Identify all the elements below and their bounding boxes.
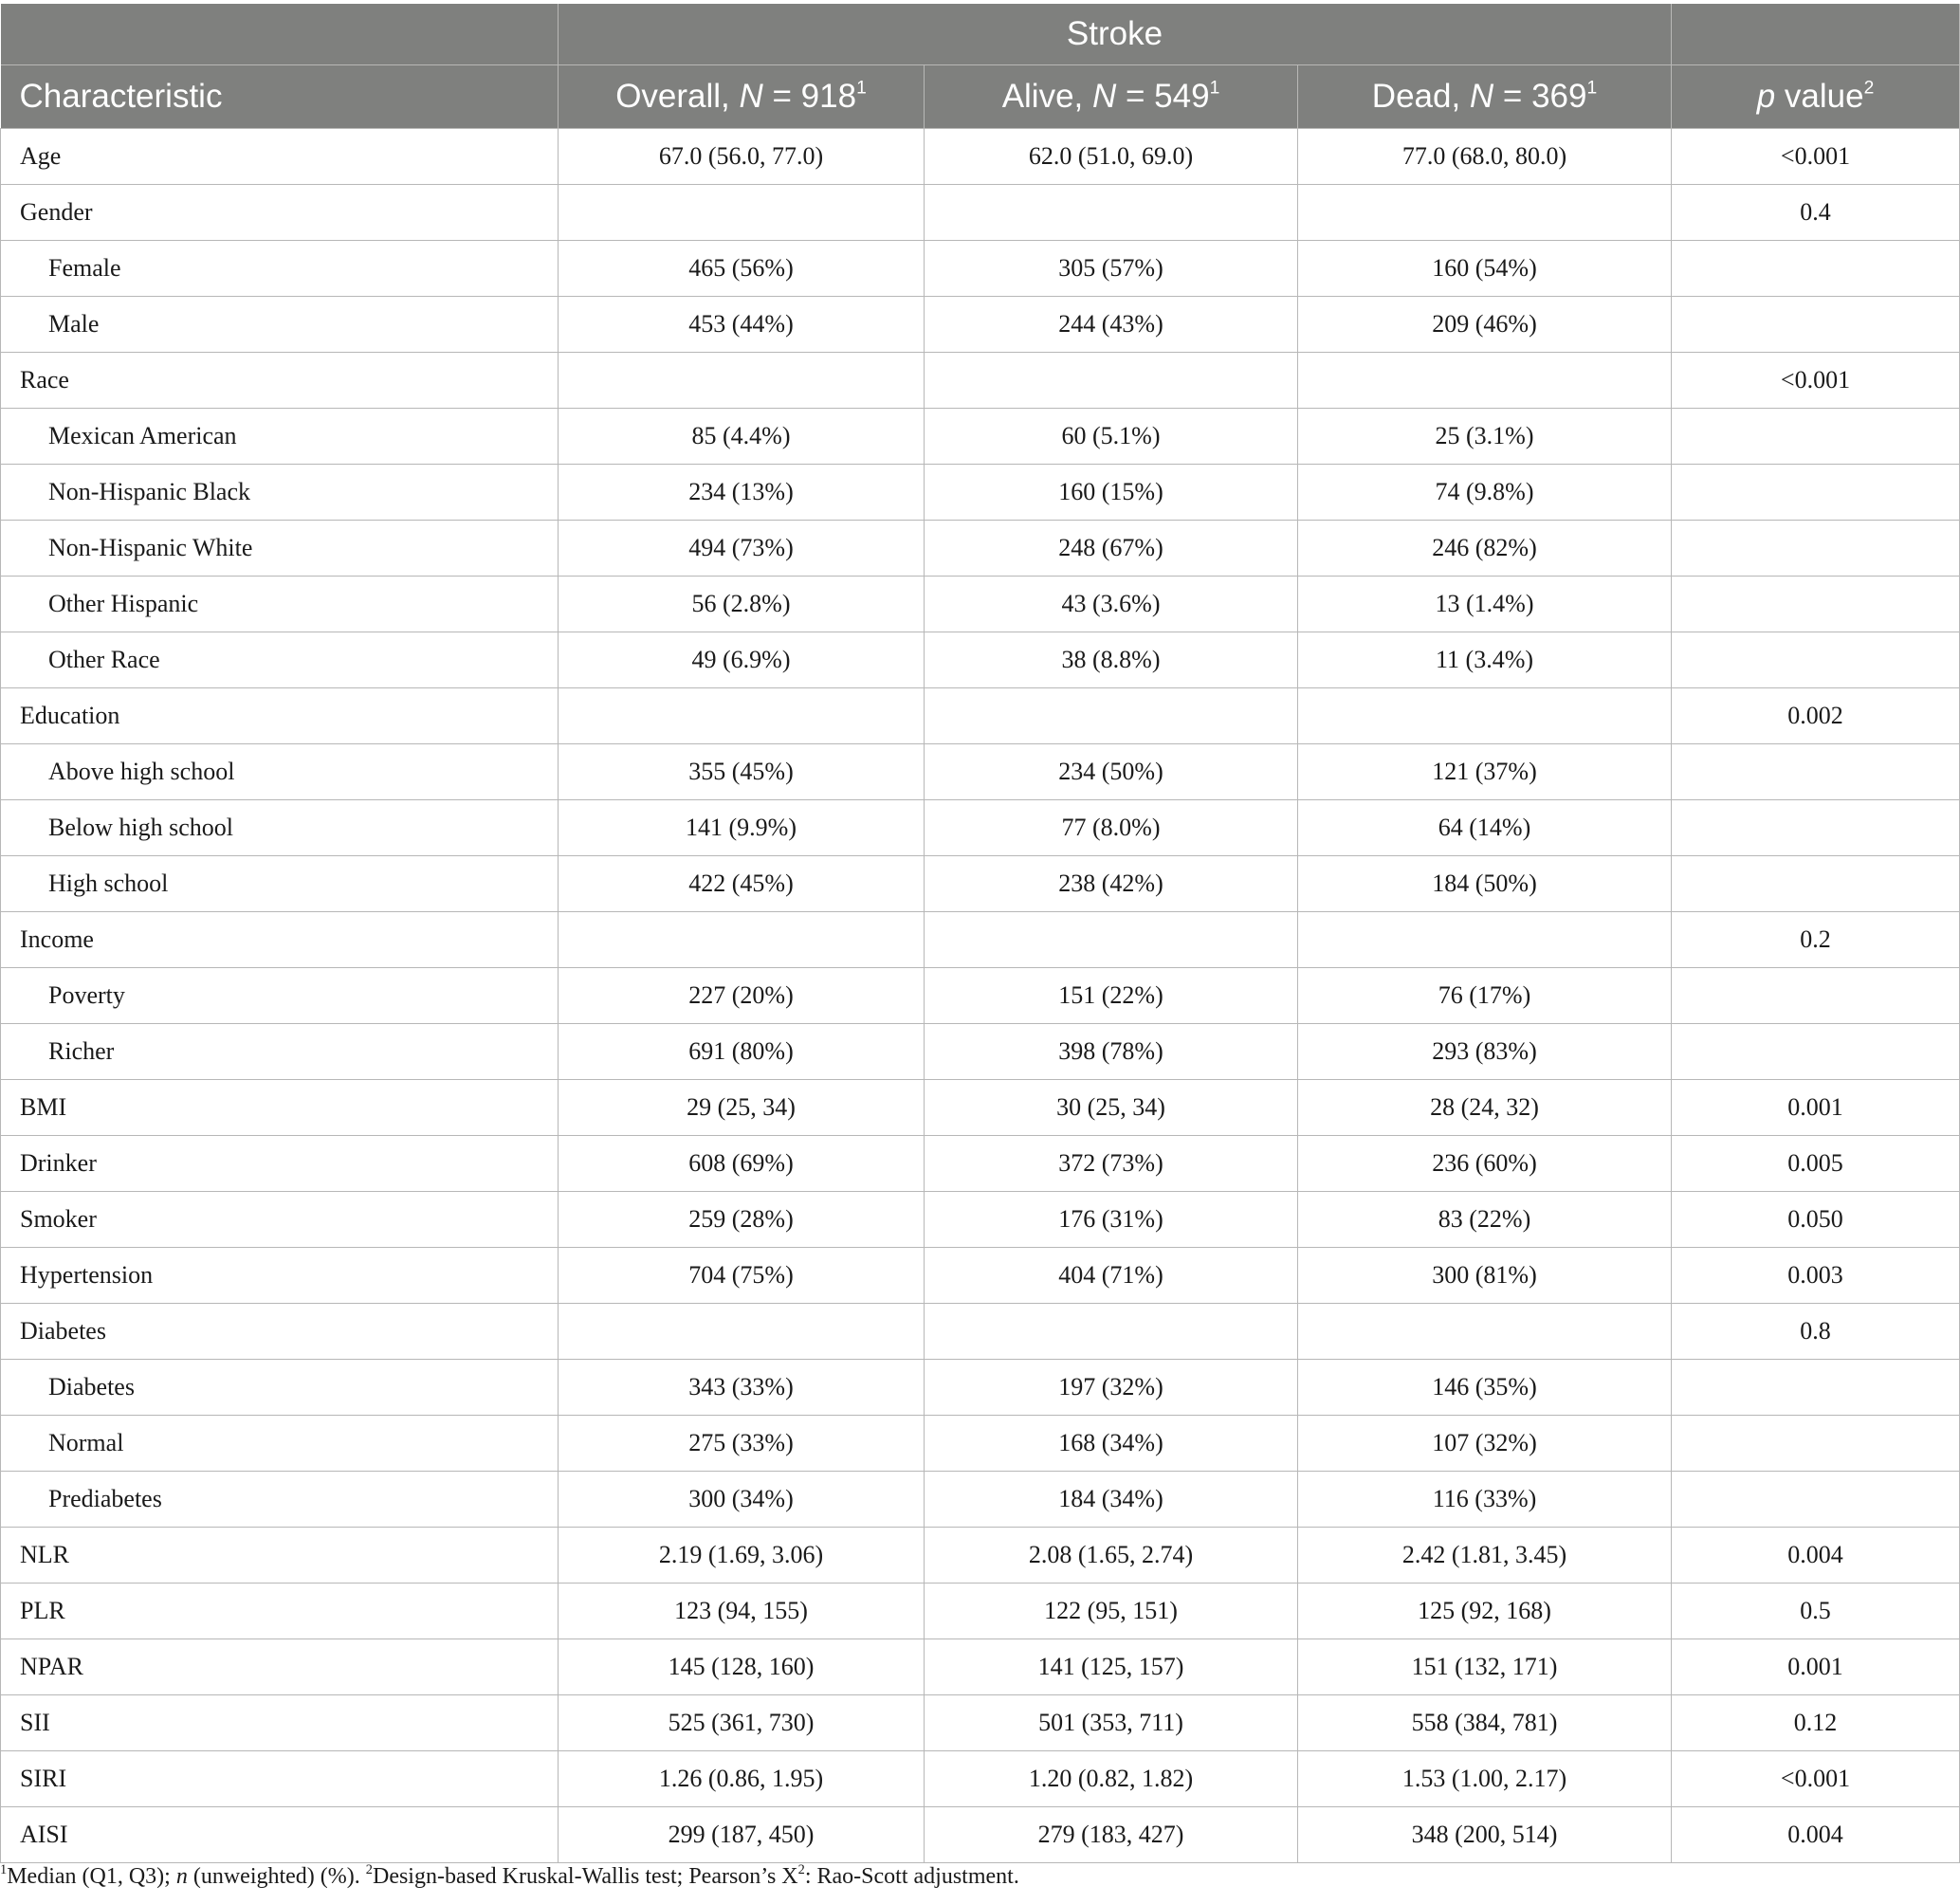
cell-overall: 704 (75%) — [559, 1248, 925, 1304]
row-label: Non-Hispanic Black — [1, 465, 559, 521]
cell-alive: 62.0 (51.0, 69.0) — [925, 129, 1298, 185]
cell-overall: 494 (73%) — [559, 521, 925, 577]
cell-dead: 121 (37%) — [1298, 744, 1672, 800]
cell-p-value: 0.2 — [1672, 912, 1960, 968]
cell-p-value: 0.12 — [1672, 1695, 1960, 1751]
table-row — [1, 968, 1960, 1024]
row-label: Age — [1, 129, 559, 185]
row-label: SII — [1, 1695, 559, 1751]
header-column-row — [1, 65, 1960, 129]
cell-dead — [1298, 912, 1672, 968]
cell-dead: 116 (33%) — [1298, 1472, 1672, 1528]
row-label: Other Hispanic — [1, 577, 559, 632]
table-row — [1, 241, 1960, 297]
row-label: Hypertension — [1, 1248, 559, 1304]
table-row — [1, 632, 1960, 688]
cell-p-value: <0.001 — [1672, 353, 1960, 409]
cell-p-value — [1672, 1472, 1960, 1528]
cell-overall: 67.0 (56.0, 77.0) — [559, 129, 925, 185]
row-label: Smoker — [1, 1192, 559, 1248]
table-row — [1, 1304, 1960, 1360]
table-row — [1, 1416, 1960, 1472]
cell-alive: 1.20 (0.82, 1.82) — [925, 1751, 1298, 1807]
cell-p-value: <0.001 — [1672, 129, 1960, 185]
cell-dead: 25 (3.1%) — [1298, 409, 1672, 465]
cell-alive: 43 (3.6%) — [925, 577, 1298, 632]
row-label: Normal — [1, 1416, 559, 1472]
header-alive: Alive, $N = 549^1$ — [925, 65, 1298, 129]
cell-p-value — [1672, 968, 1960, 1024]
cell-alive: 238 (42%) — [925, 856, 1298, 912]
cell-alive: 279 (183, 427) — [925, 1807, 1298, 1863]
cell-dead — [1298, 1304, 1672, 1360]
cell-p-value — [1672, 577, 1960, 632]
cell-p-value — [1672, 1024, 1960, 1080]
cell-p-value — [1672, 521, 1960, 577]
header-group-stroke — [559, 4, 1672, 65]
table-row — [1, 1751, 1960, 1807]
table-row — [1, 521, 1960, 577]
table-row — [1, 353, 1960, 409]
cell-dead — [1298, 185, 1672, 241]
cell-dead: 293 (83%) — [1298, 1024, 1672, 1080]
row-label: Diabetes — [1, 1304, 559, 1360]
cell-dead: 28 (24, 32) — [1298, 1080, 1672, 1136]
cell-alive: 234 (50%) — [925, 744, 1298, 800]
row-label: Richer — [1, 1024, 559, 1080]
cell-alive — [925, 688, 1298, 744]
table-row — [1, 577, 1960, 632]
table-row — [1, 912, 1960, 968]
cell-overall: 300 (34%) — [559, 1472, 925, 1528]
cell-dead: 146 (35%) — [1298, 1360, 1672, 1416]
cell-overall — [559, 912, 925, 968]
row-label: Other Race — [1, 632, 559, 688]
cell-overall: 355 (45%) — [559, 744, 925, 800]
cell-alive: 197 (32%) — [925, 1360, 1298, 1416]
cell-overall: 145 (128, 160) — [559, 1639, 925, 1695]
cell-overall: 465 (56%) — [559, 241, 925, 297]
cell-alive: 372 (73%) — [925, 1136, 1298, 1192]
cell-alive: 168 (34%) — [925, 1416, 1298, 1472]
cell-alive: 398 (78%) — [925, 1024, 1298, 1080]
cell-alive: 38 (8.8%) — [925, 632, 1298, 688]
cell-alive: 122 (95, 151) — [925, 1584, 1298, 1639]
cell-alive: 160 (15%) — [925, 465, 1298, 521]
cell-p-value: <0.001 — [1672, 1751, 1960, 1807]
cell-dead: 348 (200, 514) — [1298, 1807, 1672, 1863]
cell-dead: 236 (60%) — [1298, 1136, 1672, 1192]
table-row — [1, 297, 1960, 353]
cell-p-value — [1672, 744, 1960, 800]
table-footnote: $^1$Median (Q1, Q3); n (unweighted) (%). $^2$Design-based Kruskal-Wallis test; Pearson’s $X^2$: Rao-Scott adjustment. — [0, 1861, 1019, 1889]
table-row — [1, 856, 1960, 912]
cell-p-value: 0.8 — [1672, 1304, 1960, 1360]
cell-dead: 246 (82%) — [1298, 521, 1672, 577]
table-row — [1, 1136, 1960, 1192]
cell-overall: 234 (13%) — [559, 465, 925, 521]
cell-alive — [925, 353, 1298, 409]
row-label: Mexican American — [1, 409, 559, 465]
cell-overall — [559, 688, 925, 744]
cell-overall: 85 (4.4%) — [559, 409, 925, 465]
cell-dead: 184 (50%) — [1298, 856, 1672, 912]
header-dead: Dead, $N = 369^1$ — [1298, 65, 1672, 129]
characteristics-table — [0, 4, 1960, 1863]
row-label: Drinker — [1, 1136, 559, 1192]
cell-dead — [1298, 688, 1672, 744]
cell-overall: 343 (33%) — [559, 1360, 925, 1416]
cell-overall: 608 (69%) — [559, 1136, 925, 1192]
cell-p-value — [1672, 1416, 1960, 1472]
row-label: Prediabetes — [1, 1472, 559, 1528]
cell-alive — [925, 185, 1298, 241]
cell-overall — [559, 185, 925, 241]
cell-alive — [925, 1304, 1298, 1360]
footnote-mark: 1 — [856, 78, 867, 99]
cell-p-value — [1672, 856, 1960, 912]
row-label: Poverty — [1, 968, 559, 1024]
row-label: NLR — [1, 1528, 559, 1584]
table-row — [1, 129, 1960, 185]
cell-overall — [559, 353, 925, 409]
row-label: Diabetes — [1, 1360, 559, 1416]
cell-overall: 56 (2.8%) — [559, 577, 925, 632]
cell-overall: 525 (361, 730) — [559, 1695, 925, 1751]
header-overall: Overall, $N = 918^1$ — [559, 65, 925, 129]
row-label: Non-Hispanic White — [1, 521, 559, 577]
cell-overall: 275 (33%) — [559, 1416, 925, 1472]
table-row — [1, 1639, 1960, 1695]
row-label: High school — [1, 856, 559, 912]
header-characteristic: Characteristic — [1, 65, 559, 129]
cell-dead: 151 (132, 171) — [1298, 1639, 1672, 1695]
cell-overall: 49 (6.9%) — [559, 632, 925, 688]
table-row — [1, 465, 1960, 521]
row-label: NPAR — [1, 1639, 559, 1695]
cell-alive: 2.08 (1.65, 2.74) — [925, 1528, 1298, 1584]
row-label: BMI — [1, 1080, 559, 1136]
cell-alive: 404 (71%) — [925, 1248, 1298, 1304]
cell-alive: 248 (67%) — [925, 521, 1298, 577]
cell-overall: 123 (94, 155) — [559, 1584, 925, 1639]
row-label: AISI — [1, 1807, 559, 1863]
row-label: Below high school — [1, 800, 559, 856]
table-row — [1, 688, 1960, 744]
cell-alive: 176 (31%) — [925, 1192, 1298, 1248]
footnote-mark: 2 — [1863, 78, 1875, 99]
table-row — [1, 800, 1960, 856]
cell-overall — [559, 1304, 925, 1360]
cell-alive: 60 (5.1%) — [925, 409, 1298, 465]
cell-dead: 160 (54%) — [1298, 241, 1672, 297]
header-blank-left — [1, 4, 559, 65]
cell-alive: 151 (22%) — [925, 968, 1298, 1024]
cell-overall: 1.26 (0.86, 1.95) — [559, 1751, 925, 1807]
cell-overall: 422 (45%) — [559, 856, 925, 912]
group-label: Stroke — [1066, 15, 1163, 52]
table-row — [1, 409, 1960, 465]
cell-alive: 77 (8.0%) — [925, 800, 1298, 856]
cell-dead: 83 (22%) — [1298, 1192, 1672, 1248]
table-row — [1, 1695, 1960, 1751]
table-row — [1, 1024, 1960, 1080]
cell-dead: 1.53 (1.00, 2.17) — [1298, 1751, 1672, 1807]
row-label: Education — [1, 688, 559, 744]
cell-overall: 29 (25, 34) — [559, 1080, 925, 1136]
cell-overall: 227 (20%) — [559, 968, 925, 1024]
row-label: Race — [1, 353, 559, 409]
table-row — [1, 1807, 1960, 1863]
cell-alive — [925, 912, 1298, 968]
cell-overall: 2.19 (1.69, 3.06) — [559, 1528, 925, 1584]
cell-p-value: 0.001 — [1672, 1639, 1960, 1695]
table-row — [1, 1192, 1960, 1248]
cell-dead: 107 (32%) — [1298, 1416, 1672, 1472]
cell-dead: 209 (46%) — [1298, 297, 1672, 353]
cell-p-value — [1672, 800, 1960, 856]
table-row — [1, 1584, 1960, 1639]
cell-alive: 30 (25, 34) — [925, 1080, 1298, 1136]
cell-overall: 259 (28%) — [559, 1192, 925, 1248]
table-row — [1, 1248, 1960, 1304]
cell-dead — [1298, 353, 1672, 409]
row-label: Male — [1, 297, 559, 353]
header-p-value: p value$^2$ — [1672, 65, 1960, 129]
cell-alive: 141 (125, 157) — [925, 1639, 1298, 1695]
row-label: SIRI — [1, 1751, 559, 1807]
cell-alive: 501 (353, 711) — [925, 1695, 1298, 1751]
cell-overall: 299 (187, 450) — [559, 1807, 925, 1863]
footnote-mark: 1 — [1209, 78, 1220, 99]
cell-alive: 184 (34%) — [925, 1472, 1298, 1528]
row-label: PLR — [1, 1584, 559, 1639]
cell-p-value — [1672, 297, 1960, 353]
cell-overall: 141 (9.9%) — [559, 800, 925, 856]
header-blank-right — [1672, 4, 1960, 65]
cell-p-value: 0.001 — [1672, 1080, 1960, 1136]
cell-overall: 691 (80%) — [559, 1024, 925, 1080]
cell-p-value: 0.5 — [1672, 1584, 1960, 1639]
cell-dead: 558 (384, 781) — [1298, 1695, 1672, 1751]
cell-p-value: 0.004 — [1672, 1528, 1960, 1584]
cell-alive: 244 (43%) — [925, 297, 1298, 353]
cell-p-value: 0.005 — [1672, 1136, 1960, 1192]
cell-dead: 64 (14%) — [1298, 800, 1672, 856]
table-row — [1, 1472, 1960, 1528]
cell-dead: 76 (17%) — [1298, 968, 1672, 1024]
cell-p-value — [1672, 409, 1960, 465]
cell-p-value — [1672, 465, 1960, 521]
cell-dead: 300 (81%) — [1298, 1248, 1672, 1304]
cell-p-value: 0.050 — [1672, 1192, 1960, 1248]
cell-dead: 11 (3.4%) — [1298, 632, 1672, 688]
cell-p-value — [1672, 632, 1960, 688]
cell-p-value: 0.002 — [1672, 688, 1960, 744]
cell-p-value: 0.4 — [1672, 185, 1960, 241]
cell-dead: 13 (1.4%) — [1298, 577, 1672, 632]
row-label: Above high school — [1, 744, 559, 800]
cell-alive: 305 (57%) — [925, 241, 1298, 297]
cell-p-value: 0.004 — [1672, 1807, 1960, 1863]
table-row — [1, 1080, 1960, 1136]
cell-dead: 77.0 (68.0, 80.0) — [1298, 129, 1672, 185]
row-label: Female — [1, 241, 559, 297]
cell-dead: 125 (92, 168) — [1298, 1584, 1672, 1639]
cell-dead: 74 (9.8%) — [1298, 465, 1672, 521]
table-row — [1, 1528, 1960, 1584]
cell-overall: 453 (44%) — [559, 297, 925, 353]
table-row — [1, 744, 1960, 800]
cell-p-value — [1672, 1360, 1960, 1416]
header-group-row — [1, 4, 1960, 65]
cell-p-value: 0.003 — [1672, 1248, 1960, 1304]
row-label: Income — [1, 912, 559, 968]
row-label: Gender — [1, 185, 559, 241]
table-row — [1, 185, 1960, 241]
cell-p-value — [1672, 241, 1960, 297]
table-row — [1, 1360, 1960, 1416]
footnote-mark: 1 — [1586, 78, 1598, 99]
cell-dead: 2.42 (1.81, 3.45) — [1298, 1528, 1672, 1584]
